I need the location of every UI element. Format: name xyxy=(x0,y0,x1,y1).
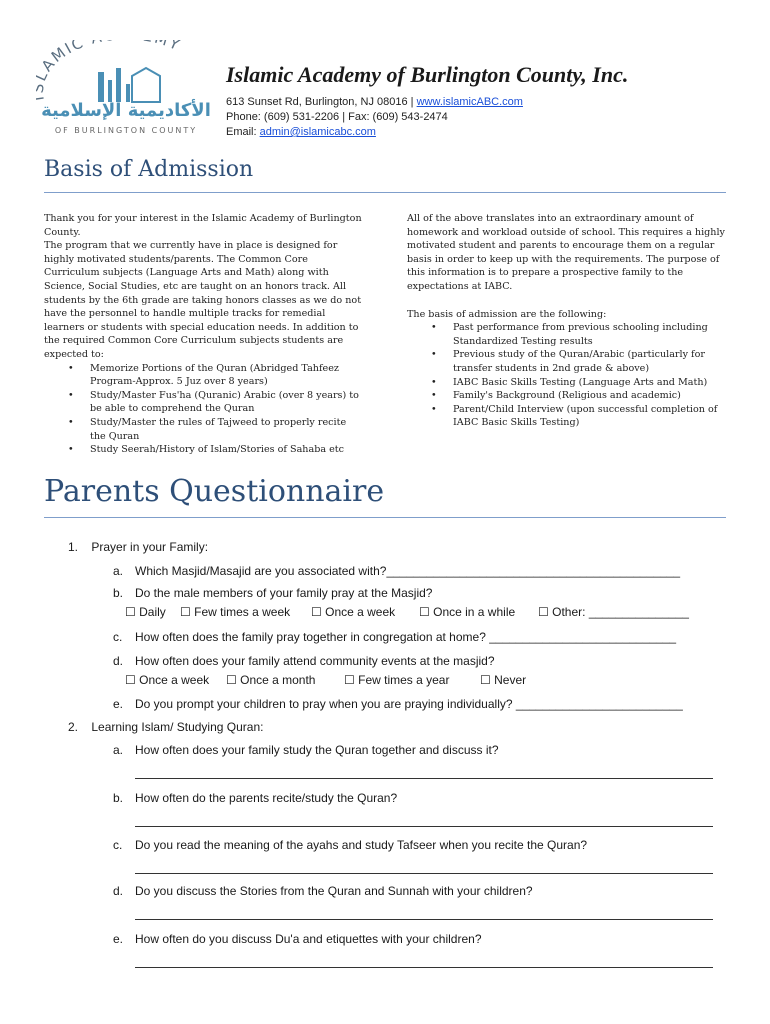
other-blank[interactable]: _______________ xyxy=(588,605,689,619)
answer-line[interactable] xyxy=(135,919,713,920)
option-few-times-year[interactable] xyxy=(344,673,449,687)
item-text: How often does your family study the Quran together and discuss it? xyxy=(135,743,499,757)
item-letter: a. xyxy=(113,564,124,578)
option-few-times-week[interactable] xyxy=(180,605,290,619)
prayer-frequency-options xyxy=(125,605,725,621)
answer-line[interactable] xyxy=(135,873,713,874)
answer-blank[interactable]: ____________________________________________ xyxy=(386,564,681,578)
admission-intro: Thank you for your interest in the Islamic Academy of Burlington County. xyxy=(44,213,362,238)
email-line xyxy=(226,126,376,138)
item-text: Do you prompt your children to pray when you are praying individually? xyxy=(135,697,513,711)
checkbox-icon[interactable]: ☐ xyxy=(538,605,549,619)
questionnaire-title: Parents Questionnaire xyxy=(44,474,385,509)
question-label: Learning Islam/ Studying Quran: xyxy=(91,720,264,734)
item-letter: d. xyxy=(113,654,124,668)
answer-line[interactable] xyxy=(135,826,713,827)
item-letter: d. xyxy=(113,884,124,898)
item-text: How often does your family attend community events at the masjid? xyxy=(135,654,495,668)
question-1a xyxy=(113,564,680,578)
option-once-week[interactable] xyxy=(125,673,209,687)
list-item: • Study/Master the rules of Tajweed to properly recite the Quran xyxy=(90,416,362,443)
option-once-week[interactable] xyxy=(311,605,395,619)
option-label: Few times a week xyxy=(194,605,291,619)
event-frequency-options xyxy=(125,673,725,689)
item-text: Which Masjid/Masajid are you associated with? xyxy=(135,564,387,578)
answer-line[interactable] xyxy=(135,967,713,968)
item-text: Do you read the meaning of the ayahs and study Tafseer when you recite the Quran? xyxy=(135,838,588,852)
answer-blank[interactable]: ____________________________ xyxy=(489,630,677,644)
answer-line[interactable] xyxy=(135,778,713,779)
question-1b xyxy=(113,586,432,600)
item-letter: e. xyxy=(113,697,124,711)
admission-title: Basis of Admission xyxy=(44,157,254,182)
item-letter: c. xyxy=(113,838,123,852)
item-letter: b. xyxy=(113,791,124,805)
address-line xyxy=(226,96,523,108)
list-item: • Study/Master Fus'ha (Quranic) Arabic (over 8 years) to be able to comprehend the Quran xyxy=(90,389,362,416)
logo-subtitle: OF BURLINGTON COUNTY xyxy=(54,126,198,135)
option-once-while[interactable] xyxy=(419,605,515,619)
admission-left-column xyxy=(44,212,362,457)
logo-arc-text: AMIC Y xyxy=(37,40,184,75)
item-text: Do you discuss the Stories from the Quran and Sunnah with your children? xyxy=(135,884,533,898)
question-number: 1. xyxy=(68,540,79,554)
question-1 xyxy=(68,540,208,554)
phone-fax-line: Phone: (609) 531-2206 | Fax: (609) 543-2474 xyxy=(226,111,448,123)
option-label: Once in a while xyxy=(433,605,516,619)
item-text: How often does the family pray together in congregation at home? xyxy=(135,630,486,644)
item-text: Do the male members of your family pray at the Masjid? xyxy=(135,586,433,600)
checkbox-icon[interactable]: ☐ xyxy=(480,673,491,687)
item-text: How often do the parents recite/study the Quran? xyxy=(135,791,398,805)
expectations-list xyxy=(44,362,362,457)
admission-workload: All of the above translates into an extraordinary amount of homework and workload outside of school. This requires a highly motivated student and parents to encourage them on a regular basis in order to keep up with the requirements. The purpose of this information is to prepare a prospective family to the expectations at IABC. xyxy=(407,213,725,292)
academy-logo xyxy=(36,40,216,140)
checkbox-icon[interactable]: ☐ xyxy=(419,605,430,619)
list-item: • Parent/Child Interview (upon successful completion of IABC Basic Skills Testing) xyxy=(453,403,727,430)
option-label: Few times a year xyxy=(358,673,450,687)
question-1d xyxy=(113,654,495,668)
checkbox-icon[interactable]: ☐ xyxy=(125,605,136,619)
item-letter: e. xyxy=(113,932,124,946)
option-once-month[interactable] xyxy=(226,673,315,687)
admission-divider xyxy=(44,192,726,193)
admission-right-column xyxy=(407,212,727,430)
option-never[interactable] xyxy=(480,673,526,687)
address-text: 613 Sunset Rd, Burlington, NJ 08016 | xyxy=(226,96,414,108)
item-letter: b. xyxy=(113,586,124,600)
item-letter: c. xyxy=(113,630,123,644)
admission-program: The program that we currently have in place is designed for highly motivated students/parents. The Common Core Curriculum subjects (Language Arts and Math) along with Science, Social Studies, etc are taught on an honors track. All students by the 6th grade are taking honors classes as we do not have the personnel to handle multiple tracks for remedial learners or students with special education needs. In addition to the required Common Core Curriculum subjects students are expected to: xyxy=(44,240,362,360)
answer-blank[interactable]: _________________________ xyxy=(515,697,683,711)
org-name: Islamic Academy of Burlington County, Inc. xyxy=(226,62,629,87)
question-2 xyxy=(68,720,263,734)
list-item: • Past performance from previous schooling including Standardized Testing results xyxy=(453,321,727,348)
logo-emblem-icon xyxy=(36,40,216,140)
option-label: Other: xyxy=(552,605,586,619)
option-label: Once a month xyxy=(240,673,316,687)
checkbox-icon[interactable]: ☐ xyxy=(226,673,237,687)
question-2b xyxy=(113,791,397,805)
question-2c xyxy=(113,838,587,852)
questionnaire-divider xyxy=(44,517,726,518)
list-item: • Study Seerah/History of Islam/Stories of Sahaba etc xyxy=(90,443,362,457)
email-label: Email: xyxy=(226,126,257,138)
checkbox-icon[interactable]: ☐ xyxy=(311,605,322,619)
question-number: 2. xyxy=(68,720,79,734)
logo-arabic-text: الأكاديمية الإسلامية xyxy=(41,100,211,121)
question-1e xyxy=(113,697,683,711)
question-2a xyxy=(113,743,499,757)
list-item: • IABC Basic Skills Testing (Language Arts and Math) xyxy=(453,376,727,390)
question-2d xyxy=(113,884,533,898)
option-other[interactable] xyxy=(538,605,689,619)
question-1c xyxy=(113,630,676,644)
list-item: • Family's Background (Religious and academic) xyxy=(453,389,727,403)
item-text: How often do you discuss Du'a and etiquettes with your children? xyxy=(135,932,482,946)
option-label: Daily xyxy=(139,605,166,619)
email-link[interactable]: admin@islamicabc.com xyxy=(259,126,376,138)
list-item: • Memorize Portions of the Quran (Abridged Tahfeez Program-Approx. 5 Juz over 8 years) xyxy=(90,362,362,389)
question-label: Prayer in your Family: xyxy=(91,540,209,554)
question-2e xyxy=(113,932,482,946)
item-letter: a. xyxy=(113,743,124,757)
admission-criteria-list xyxy=(407,321,727,430)
checkbox-icon[interactable]: ☐ xyxy=(125,673,136,687)
option-label: Once a week xyxy=(325,605,396,619)
website-link[interactable]: www.islamicABC.com xyxy=(416,96,523,108)
option-daily[interactable] xyxy=(125,605,166,619)
checkbox-icon[interactable]: ☐ xyxy=(344,673,355,687)
admission-basis-intro: The basis of admission are the following: xyxy=(407,308,607,320)
option-label: Once a week xyxy=(139,673,210,687)
option-label: Never xyxy=(494,673,527,687)
list-item: • Previous study of the Quran/Arabic (particularly for transfer students in 2nd grade & above) xyxy=(453,348,727,375)
checkbox-icon[interactable]: ☐ xyxy=(180,605,191,619)
